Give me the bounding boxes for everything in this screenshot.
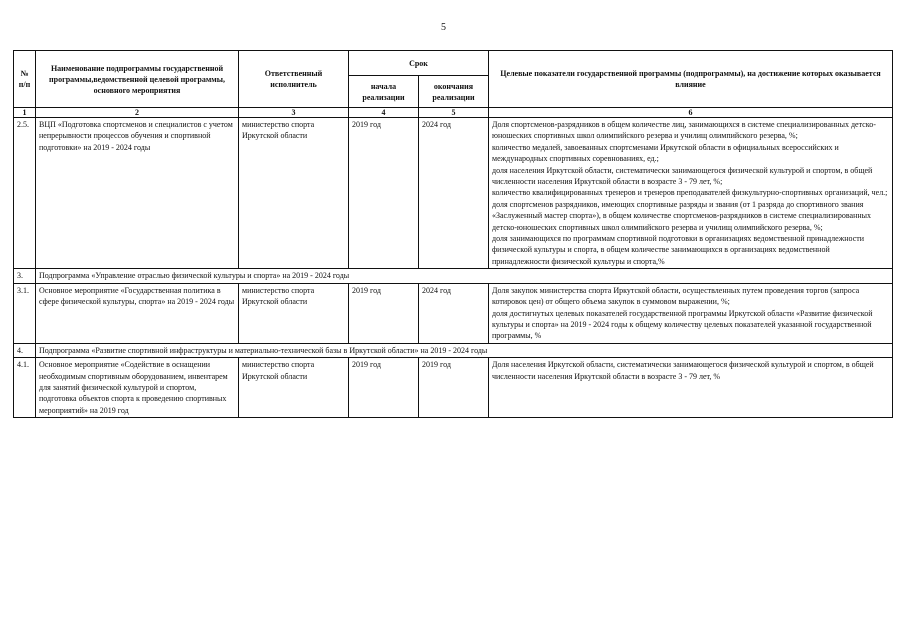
row-responsible: министерство спорта Иркутской области [239, 118, 349, 269]
indicator-item: доля занимающихся по программам спортивной подготовки в организациях ведомственной принадлежности физической культуры и спорта, в общем количестве занимающихся в организациях ведомственной принадлежности физической культуры и спорта,% [492, 234, 865, 266]
indicator-item: доля населения Иркутской области, систематически занимающегося физической культурой и спортом, в общей численности населения Иркутской области в возрасте 3 - 79 лет, %; [492, 165, 873, 187]
indicator-item: Доля закупок министерства спорта Иркутской области, осуществленных путем проведения торгов (запроса котировок цен) от общего объема закупок в суммовом выражении, %; [492, 285, 860, 307]
header-name: Наименование подпрограммы государственной программы,ведомственной целевой программы, основного мероприятия [36, 51, 239, 108]
row-end: 2024 год [419, 118, 489, 269]
column-number: 6 [489, 108, 893, 118]
column-number: 3 [239, 108, 349, 118]
column-numbers-row [14, 108, 893, 118]
section-row [14, 269, 893, 283]
row-number: 3.1. [14, 283, 36, 343]
table-row [14, 358, 893, 418]
header-num: № п/п [14, 51, 36, 108]
row-number: 3. [14, 269, 36, 283]
row-name: ВЦП «Подготовка спортсменов и специалистов с учетом непрерывности процессов обучения и спортивной подготовки» на 2019 - 2024 годы [36, 118, 239, 269]
indicator-item: доля достигнутых целевых показателей государственной программы Иркутской области «Развитие физической культуры и спорта» на 2019 - 2024 годы к общему количеству целевых показателей указанной государственной программы, % [492, 308, 873, 341]
indicator-item: Доля спортсменов-разрядников в общем количестве лиц, занимающихся в системе специализированных детско-юношеских спортивных школ олимпийского резерва и училищ олимпийского резерва, %; [492, 120, 876, 141]
header-end: окончания реализации [419, 76, 489, 108]
table-row [14, 283, 893, 343]
row-start: 2019 год [349, 283, 419, 343]
indicator-item: Доля населения Иркутской области, систематически занимающегося физической культурой и спортом, в общей численности населения Иркутской области в возрасте 3 - 79 лет, % [492, 360, 874, 381]
page-number: 5 [441, 22, 446, 33]
table-row [14, 118, 893, 269]
column-number: 2 [36, 108, 239, 118]
row-start: 2019 год [349, 358, 419, 418]
row-responsible: министерство спорта Иркутской области [239, 358, 349, 418]
row-indicators [489, 283, 893, 343]
row-end: 2019 год [419, 358, 489, 418]
row-responsible: министерство спорта Иркутской области [239, 283, 349, 343]
row-start: 2019 год [349, 118, 419, 269]
column-number: 4 [349, 108, 419, 118]
header-indicators: Целевые показатели государственной программы (подпрограммы), на достижение которых оказывается влияние [489, 51, 893, 108]
column-number: 5 [419, 108, 489, 118]
row-number: 4.1. [14, 358, 36, 418]
section-title: Подпрограмма «Развитие спортивной инфраструктуры и материально-технической базы в Иркутской области» на 2019 - 2024 годы [36, 343, 893, 357]
header-term: Срок [349, 51, 489, 76]
row-name: Основное мероприятие «Государственная политика в сфере физической культуры, спорта» на 2019 - 2024 годы [36, 283, 239, 343]
program-table [13, 50, 893, 418]
section-row [14, 343, 893, 357]
header-row-1 [14, 51, 893, 76]
header-start: начала реализации [349, 76, 419, 108]
indicator-item: количество медалей, завоеванных спортсменами Иркутской области в официальных всероссийских и международных спортивных соревнованиях, ед.; [492, 142, 839, 164]
table-body [14, 118, 893, 418]
row-name: Основное мероприятие «Содействие в оснащении необходимым спортивным оборудованием, инвентарем для занятий физической культурой и спортом, подготовка объектов спорта к проведению спортивных мероприятий» на 2019 год [36, 358, 239, 418]
row-number: 2.5. [14, 118, 36, 269]
header-responsible: Ответственный исполнитель [239, 51, 349, 108]
column-number: 1 [14, 108, 36, 118]
row-indicators [489, 118, 893, 269]
indicator-item: количество квалифицированных тренеров и тренеров преподавателей физкультурно-спортивных организаций, чел.; [492, 188, 888, 198]
row-indicators [489, 358, 893, 418]
row-end: 2024 год [419, 283, 489, 343]
indicator-item: доля спортсменов разрядников, имеющих спортивные разряды и звания (от 1 разряда до спортивного звания «Заслуженный мастер спорта»), в общем количестве спортсменов-разрядников в системе специализированных детско-юношеских спортивных школ олимпийского резерва и училищ олимпийского резерва, %; [492, 199, 871, 232]
section-title: Подпрограмма «Управление отраслью физической культуры и спорта» на 2019 - 2024 годы [36, 269, 893, 283]
row-number: 4. [14, 343, 36, 357]
